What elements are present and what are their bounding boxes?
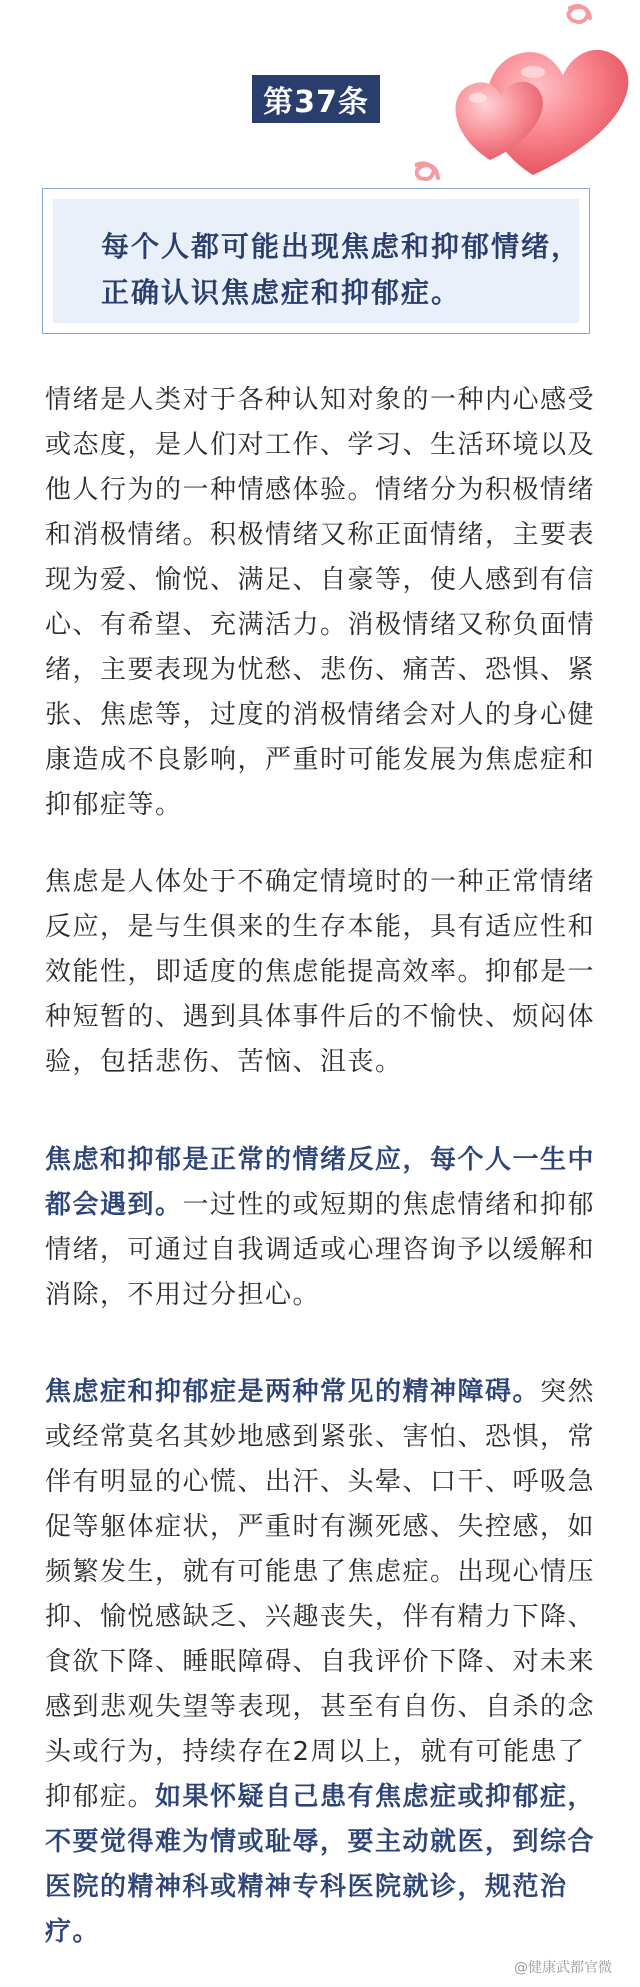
paragraph-disorders xyxy=(45,1370,605,1955)
headline-box xyxy=(42,188,590,334)
hearts-decoration xyxy=(415,0,630,215)
headline-line-2: 正确认识焦虑症和抑郁症。 xyxy=(101,276,462,309)
emphasis-advice-text: 如果怀疑自己患有焦虑症或抑郁症，不要觉得难为情或耻辱，要主动就医，到综合医院的精神科或精神专科医院就诊，规范治疗。 xyxy=(45,1782,596,1947)
headline-line-1: 每个人都可能出现焦虑和抑郁情绪， xyxy=(101,230,582,263)
paragraph-text: 突然或经常莫名其妙地感到紧张、害怕、恐惧，常伴有明显的心慌、出汗、头晕、口干、呼吸急促等躯体症状，严重时有濒死感、失控感，如频繁发生，就有可能患了焦虑症。出现心情压抑、愉悦感缺乏、兴趣丧失，伴有精力下降、食欲下降、睡眠障碍、自我评价下降、对未来感到悲观失望等表现，甚至有自伤、自杀的念头或行为，持续存在2周以上，就有可能患了抑郁症。 xyxy=(45,1377,596,1812)
ribbon-icon xyxy=(568,6,590,22)
article-number-badge: 第37条 xyxy=(252,75,380,123)
paragraph-anxiety-definition xyxy=(45,860,605,1085)
ribbon-icon xyxy=(415,163,438,179)
paragraph-normal-reaction xyxy=(45,1138,605,1318)
paragraph-text: 情绪是人类对于各种认知对象的一种内心感受或态度，是人们对工作、学习、生活环境以及他人行为的一种情感体验。情绪分为积极情绪和消极情绪。积极情绪又称正面情绪，主要表现为爱、愉悦、满足、自豪等，使人感到有信心、有希望、充满活力。消极情绪又称负面情绪，主要表现为忧愁、悲伤、痛苦、恐惧、紧张、焦虑等，过度的消极情绪会对人的身心健康造成不良影响，严重时可能发展为焦虑症和抑郁症等。 xyxy=(45,385,596,820)
paragraph-emotion-definition xyxy=(45,378,605,828)
emphasis-text: 焦虑症和抑郁症是两种常见的精神障碍。 xyxy=(45,1377,541,1407)
watermark: @健康武都官微 xyxy=(514,1960,612,1976)
emphasis-text: 焦虑和抑郁是正常的情绪反应，每个人一生中都会遇到。 xyxy=(45,1145,596,1220)
paragraph-text: 焦虑是人体处于不确定情境时的一种正常情绪反应，是与生俱来的生存本能，具有适应性和效能性，即适度的焦虑能提高效率。抑郁是一种短暂的、遇到具体事件后的不愉快、烦闷体验，包括悲伤、苦恼、沮丧。 xyxy=(45,867,596,1077)
paragraph-text: 一过性的或短期的焦虑情绪和抑郁情绪，可通过自我调适或心理咨询予以缓解和消除，不用过分担心。 xyxy=(45,1190,596,1310)
